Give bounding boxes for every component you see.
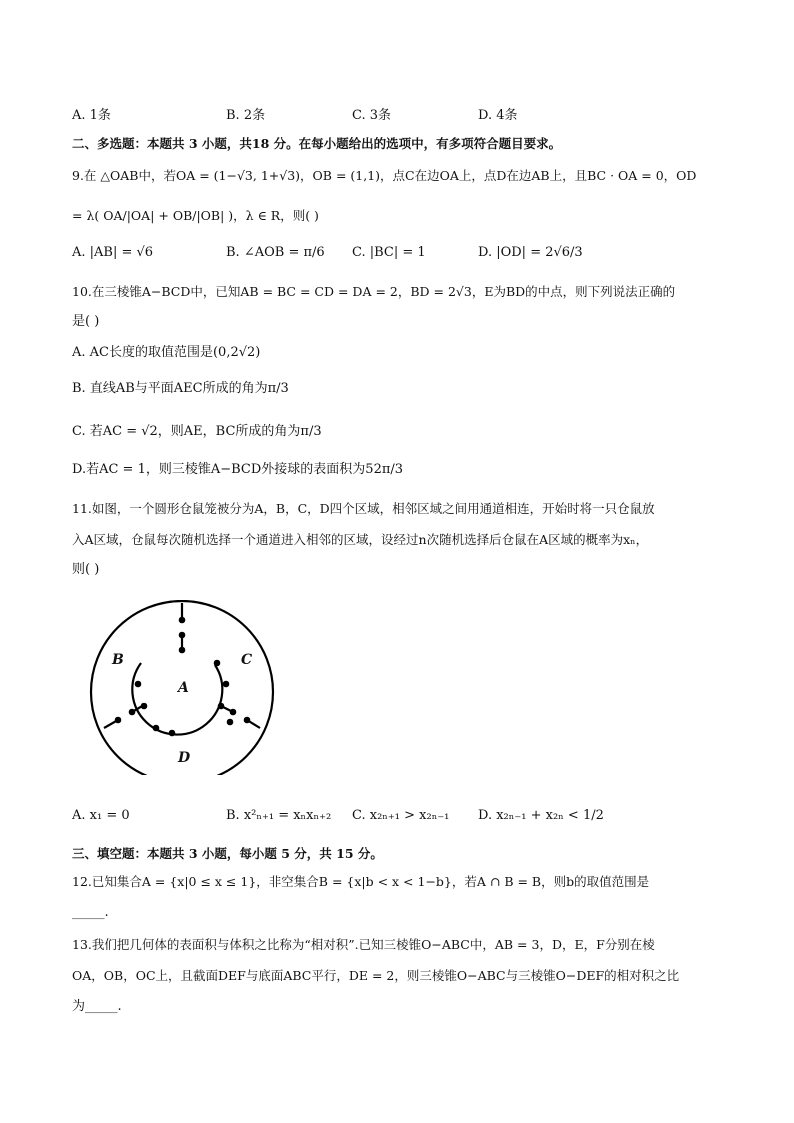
inner-arc	[132, 663, 222, 735]
region-c-label: C	[241, 652, 253, 668]
region-b-label: B	[112, 652, 124, 668]
q8-option-a: A. 1条	[72, 108, 111, 123]
q11-option-d: D. x₂ₙ₋₁ + x₂ₙ < 1/2	[478, 808, 604, 823]
q10-stem-line2: 是( )	[72, 314, 100, 329]
q10-option-c: C. 若AC = √2，则AE，BC所成的角为π/3	[72, 424, 322, 439]
q10-option-a: A. AC长度的取值范围是(0,2√2)	[72, 345, 261, 360]
q9-option-d: D. |OD| = 2√6/3	[478, 245, 583, 260]
hamster-cage-figure	[82, 600, 292, 775]
section-multiple-choice-heading: 二、多选题：本题共 3 小题，共18 分。在每小题给出的选项中，有多项符合题目要求。	[72, 136, 562, 151]
q9-option-a: A. |AB| = √6	[72, 245, 154, 260]
q11-stem-line1: 11.如图，一个圆形仓鼠笼被分为A，B，C，D四个区域，相邻区域之间用通道相连，开始时将一只仓鼠放	[72, 501, 655, 516]
q13-stem-line2: OA，OB，OC上，且截面DEF与底面ABC平行，DE = 2，则三棱锥O−ABC与三棱锥O−DEF的相对积之比	[72, 968, 680, 983]
q10-option-b: B. 直线AB与平面AEC所成的角为π/3	[72, 381, 289, 396]
q9-stem-line2: = λ( OA/|OA| + OB/|OB| )，λ ∈ R，则( )	[72, 208, 319, 223]
q11-stem-line3: 则( )	[72, 562, 100, 577]
q11-option-b: B. x²ₙ₊₁ = xₙxₙ₊₂	[226, 808, 332, 823]
section-fill-in-heading: 三、填空题：本题共 3 小题，每小题 5 分，共 15 分。	[72, 846, 383, 861]
q12-stem-line2: _____.	[72, 905, 109, 920]
region-a-label: A	[178, 680, 189, 696]
q12-stem-line1: 12.已知集合A = {x|0 ≤ x ≤ 1}，非空集合B = {x|b < x < 1−b}，若A ∩ B = B，则b的取值范围是	[72, 874, 650, 889]
region-d-label: D	[178, 750, 191, 766]
q13-stem-line1: 13.我们把几何体的表面积与体积之比称为“相对积”.已知三棱锥O−ABC中，AB = 3，D，E，F分别在棱	[72, 937, 655, 952]
q11-option-c: C. x₂ₙ₊₁ > x₂ₙ₋₁	[352, 808, 450, 823]
q10-option-d: D.若AC = 1，则三棱锥A−BCD外接球的表面积为52π/3	[72, 462, 404, 477]
q9-stem-line1: 9.在 △OAB中，若OA = (1−√3, 1+√3)，OB = (1,1)，点C在边OA上，点D在边AB上，且BC · OA = 0，OD	[72, 168, 697, 183]
q13-stem-line3: 为_____.	[72, 999, 122, 1014]
q11-stem-line2: 入A区域，仓鼠每次随机选择一个通道进入相邻的区域，设经过n次随机选择后仓鼠在A区域的概率为xₙ，	[72, 532, 649, 547]
q9-option-b: B. ∠AOB = π/6	[226, 245, 325, 260]
q9-option-c: C. |BC| = 1	[352, 245, 426, 260]
q8-option-b: B. 2条	[226, 108, 266, 123]
q10-stem-line1: 10.在三棱锥A−BCD中，已知AB = BC = CD = DA = 2，BD = 2√3，E为BD的中点，则下列说法正确的	[72, 284, 676, 299]
q8-option-d: D. 4条	[478, 108, 518, 123]
q8-option-c: C. 3条	[352, 108, 392, 123]
q11-option-a: A. x₁ = 0	[72, 808, 130, 823]
